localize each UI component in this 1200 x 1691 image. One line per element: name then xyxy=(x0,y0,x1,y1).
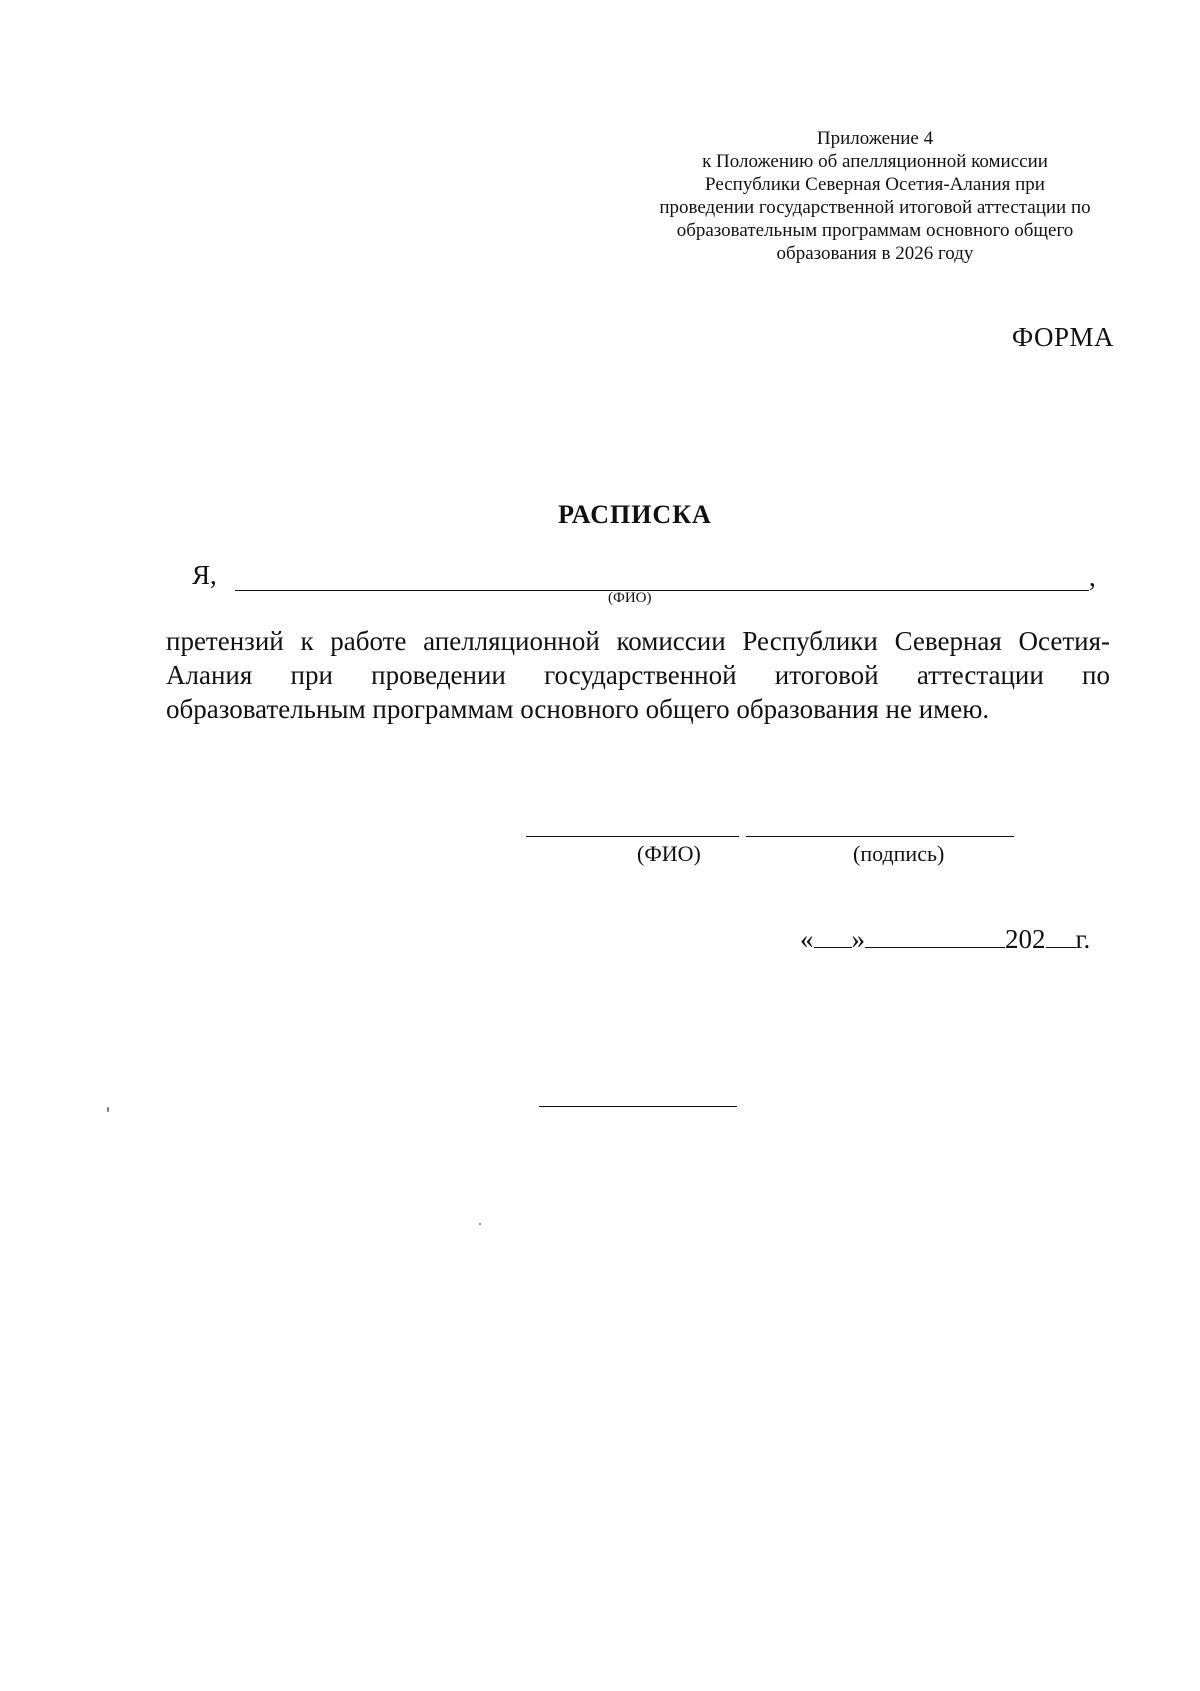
signature-sign-caption: (подпись) xyxy=(853,841,945,866)
scan-speck xyxy=(479,1223,481,1225)
appendix-line-2: к Положению об апелляционной комиссии xyxy=(702,151,1048,172)
appendix-header xyxy=(630,127,1120,265)
date-day-blank xyxy=(814,946,852,948)
declarant-suffix: , xyxy=(1089,562,1096,592)
scan-speck xyxy=(107,1107,109,1112)
form-label: ФОРМА xyxy=(1011,322,1114,352)
appendix-line-3: Республики Северная Осетия-Алания при xyxy=(705,174,1045,195)
date-close-quote: » xyxy=(851,924,865,954)
appendix-line-5: образовательным программам основного общего xyxy=(676,220,1074,241)
signature-fio-caption: (ФИО) xyxy=(637,841,701,866)
signature-fio-line xyxy=(526,836,739,837)
declarant-name-line xyxy=(235,590,1089,591)
signature-sign-line xyxy=(746,836,1014,837)
appendix-line-6: образования в 2026 году xyxy=(776,243,974,264)
appendix-line-1: Приложение 4 xyxy=(816,128,934,149)
date-month-blank xyxy=(865,946,1005,948)
document-title: РАСПИСКА xyxy=(558,500,712,529)
declarant-prefix: Я, xyxy=(192,560,217,590)
date-year-suffix: г. xyxy=(1075,924,1091,954)
appendix-line-4: проведении государственной итоговой аттестации по xyxy=(659,197,1091,218)
statement-text: претензий к работе апелляционной комиссии Республики Северная Осетия-Алания при проведении государственной итоговой аттестации по образовательным программам основного общего образования не имею. xyxy=(166,626,1110,724)
end-separator-line xyxy=(539,1106,737,1107)
date-year-prefix: 202 xyxy=(1005,924,1046,954)
date-row xyxy=(800,924,1090,955)
date-year-blank xyxy=(1046,946,1076,948)
date-open-quote: « xyxy=(800,924,814,954)
declarant-caption: (ФИО) xyxy=(608,590,652,606)
